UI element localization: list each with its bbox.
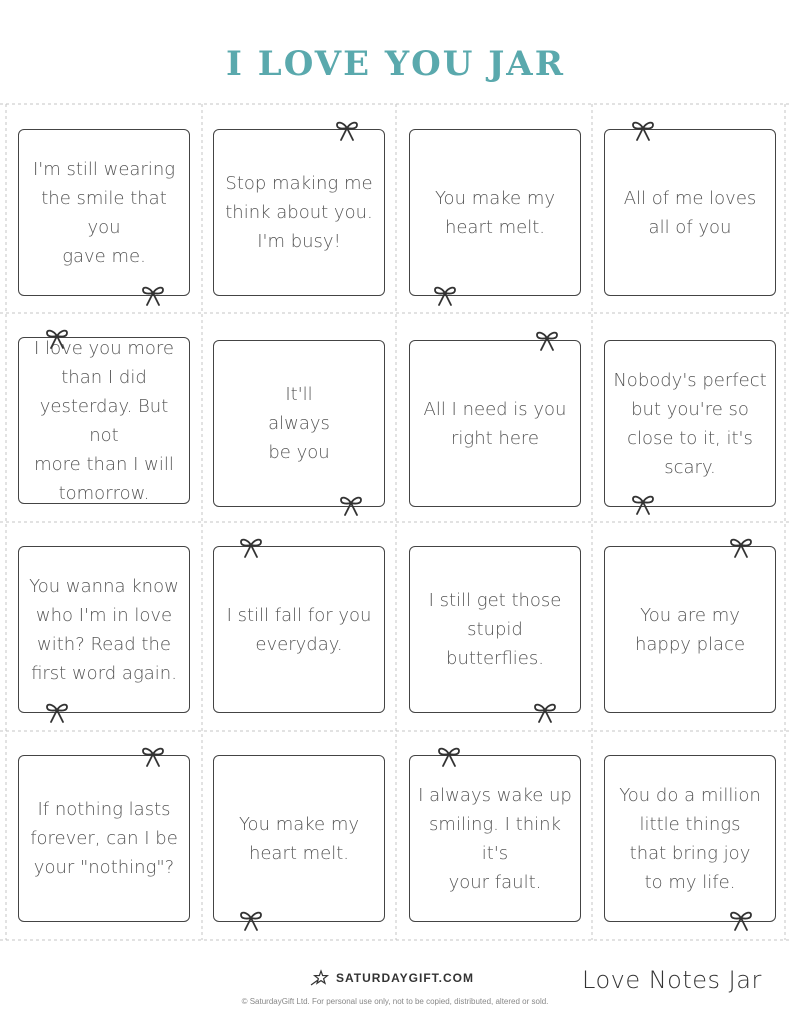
- love-note-card: [604, 755, 776, 922]
- bow-icon: [140, 742, 166, 768]
- love-note-card: [213, 129, 385, 296]
- love-note-text: It'll always be you: [268, 384, 330, 463]
- bow-icon: [436, 742, 462, 768]
- bow-icon: [334, 116, 360, 142]
- love-note-text: You wanna know who I'm in love with? Read the first word again.: [29, 575, 179, 684]
- love-note-card: [213, 340, 385, 507]
- love-note-card: [18, 129, 190, 296]
- love-note-card: [409, 340, 581, 507]
- love-note-text: All of me loves all of you: [623, 187, 757, 238]
- love-note-card: [213, 755, 385, 922]
- love-note-text: I love you more than I did yesterday. But not more than I will tomorrow.: [34, 337, 174, 504]
- bow-icon: [338, 491, 364, 517]
- love-note-card: [213, 546, 385, 713]
- bow-icon: [630, 490, 656, 516]
- love-note-card: [604, 340, 776, 507]
- love-note-card: [604, 129, 776, 296]
- love-note-text: I'm still wearing the smile that you gave me.: [32, 158, 176, 267]
- love-note-text: If nothing lasts forever, can I be your "nothing"?: [30, 799, 178, 878]
- bow-icon: [44, 698, 70, 724]
- love-note-text: Stop making me think about you. I'm busy!: [225, 173, 373, 252]
- love-note-card: [18, 546, 190, 713]
- love-note-text: I still fall for you everyday.: [226, 604, 372, 655]
- bow-icon: [140, 281, 166, 307]
- love-note-card: [409, 129, 581, 296]
- love-note-card: [604, 546, 776, 713]
- bow-icon: [728, 533, 754, 559]
- bow-icon: [728, 906, 754, 932]
- bow-icon: [44, 324, 70, 350]
- love-note-text: You are my happy place: [634, 604, 746, 655]
- page-title: I LOVE YOU JAR: [226, 44, 565, 84]
- love-note-text: I always wake up smiling. I think it's your fault.: [418, 784, 572, 893]
- scissors-star-icon: [310, 969, 332, 987]
- bow-icon: [532, 698, 558, 724]
- love-note-card: [409, 755, 581, 922]
- love-note-text: You make my heart melt.: [238, 813, 360, 864]
- love-note-text: Nobody's perfect but you're so close to it, it's scary.: [613, 369, 767, 478]
- page-subtitle: Love Notes Jar: [582, 966, 762, 994]
- love-note-card: [18, 755, 190, 922]
- love-note-card: [409, 546, 581, 713]
- brand-logo: [310, 968, 474, 988]
- bow-icon: [630, 116, 656, 142]
- bow-icon: [534, 326, 560, 352]
- brand-logo-text: SATURDAYGIFT.COM: [336, 971, 475, 985]
- love-note-text: You do a million little things that bring joy to my life.: [619, 784, 761, 893]
- bow-icon: [238, 533, 264, 559]
- copyright-notice: © SaturdayGift Ltd. For personal use only, not to be copied, distributed, altered or sold.: [241, 997, 549, 1006]
- bow-icon: [238, 906, 264, 932]
- bow-icon: [432, 281, 458, 307]
- love-note-card: [18, 337, 190, 504]
- love-note-text: All I need is you right here: [423, 398, 567, 449]
- love-note-text: You make my heart melt.: [434, 187, 556, 238]
- love-note-text: I still get those stupid butterflies.: [428, 590, 562, 669]
